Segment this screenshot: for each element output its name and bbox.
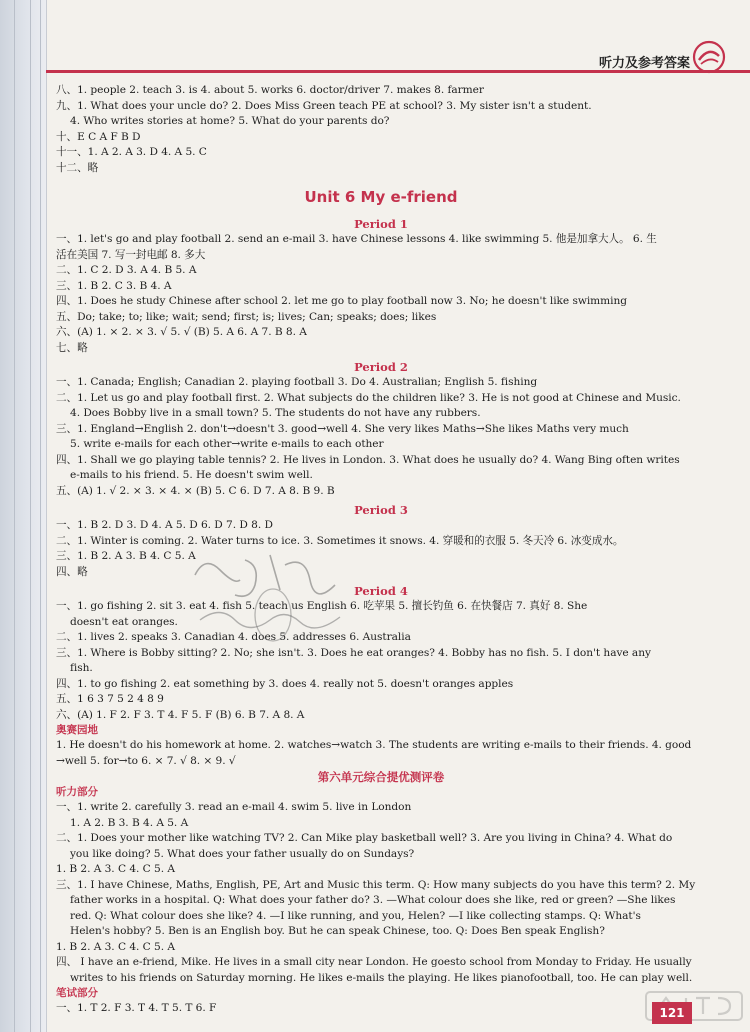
answer-line: →well 5. for→to 6. × 7. √ 8. × 9. √ [56, 754, 236, 767]
answer-line: 四、1. Does he study Chinese after school 2. let me go to play football now 3. No; he doesn't like swimming [56, 295, 628, 307]
answer-line: 一、1. go fishing 2. sit 3. eat 4. fish 5. teach us English 6. 吃苹果 5. 擅长钓鱼 6. 在快餐店 7. 真好 8. She [56, 600, 588, 612]
answer-line: 活在美国 7. 写一封电邮 8. 多大 [56, 248, 206, 261]
answer-line: e-mails to his friend. 5. He doesn't swim well. [70, 469, 313, 481]
answer-line: 二、1. Let us go and play football first. 2. What subjects do the children like? 3. He is not good at Chinese and Music. [56, 391, 681, 404]
answer-line: red. Q: What colour does she like? 4. —I like running, and you, Helen? —I like collecting stamps. Q: What's [70, 909, 641, 922]
answer-line: 二、1. C 2. D 3. A 4. B 5. A [56, 264, 197, 276]
answer-line: 四、 I have an e-friend, Mike. He lives in a small city near London. He goesto school from Monday to Friday. He usually [56, 956, 692, 968]
spine-line [40, 0, 41, 1032]
period-heading: Period 2 [354, 360, 408, 374]
answer-line: Helen's hobby? 5. Ben is an English boy. But he can speak Chinese, too. Q: Does Ben speak English? [70, 925, 605, 937]
answer-line: 二、1. Does your mother like watching TV? 2. Can Mike play basketball well? 3. Are you living in China? 4. What do [56, 832, 673, 844]
answer-line: 4. Does Bobby live in a small town? 5. The students do not have any rubbers. [70, 407, 481, 419]
answer-line: you like doing? 5. What does your father usually do on Sundays? [70, 847, 415, 860]
answer-line: 十一、1. A 2. A 3. D 4. A 5. C [56, 146, 207, 158]
answer-line: 三、1. Where is Bobby sitting? 2. No; she isn't. 3. Does he eat oranges? 4. Bobby has no fish. 5. I don't have any [56, 646, 651, 659]
answer-line: 1. B 2. A 3. C 4. C 5. A [56, 940, 175, 953]
section-heading: 听力部分 [56, 786, 98, 798]
spine-line [30, 0, 31, 1032]
answer-line: 十、E C A F B D [56, 130, 141, 143]
answer-line: writes to his friends on Saturday morning. He likes e-mails the playing. He likes pianofootball, too. He can play well. [70, 971, 693, 984]
period-heading: Period 1 [354, 217, 408, 231]
answer-line: 四、1. to go fishing 2. eat something by 3. does 4. really not 5. doesn't oranges apples [56, 677, 514, 690]
answer-line: doesn't eat oranges. [70, 615, 178, 628]
answer-line: 1. B 2. A 3. C 4. C 5. A [56, 863, 175, 875]
answer-line: 三、1. B 2. A 3. B 4. C 5. A [56, 550, 196, 562]
answer-line: 十二、略 [56, 161, 99, 174]
answer-line: 六、(A) 1. F 2. F 3. T 4. F 5. F (B) 6. B 7. A 8. A [56, 708, 305, 721]
answer-line: 五、Do; take; to; like; wait; send; first; is; lives; Can; speaks; does; likes [56, 310, 437, 323]
answer-line: 5. write e-mails for each other→write e-mails to each other [70, 438, 384, 450]
answer-line: 一、1. T 2. F 3. T 4. T 5. T 6. F [56, 1002, 217, 1014]
period-heading: Period 4 [354, 584, 408, 598]
answer-line: 四、略 [56, 565, 88, 578]
answer-line: 一、1. Canada; English; Canadian 2. playing football 3. Do 4. Australian; English 5. fishing [56, 376, 538, 388]
period-heading: Period 3 [354, 503, 408, 517]
exam-title: 第六单元综合提优测评卷 [317, 770, 445, 784]
answer-line: father works in a hospital. Q: What does your father do? 3. —What colour does she like, red or green? —She likes [70, 894, 676, 906]
answer-line: 4. Who writes stories at home? 5. What do your parents do? [70, 115, 390, 127]
section-heading: 笔试部分 [56, 987, 98, 999]
answer-line: fish. [70, 662, 93, 674]
unit-title: Unit 6 My e-friend [304, 188, 458, 206]
answer-line: 九、1. What does your uncle do? 2. Does Miss Green teach PE at school? 3. My sister isn't a student. [56, 99, 592, 112]
answer-line: 二、1. lives 2. speaks 3. Canadian 4. does 5. addresses 6. Australia [56, 631, 411, 643]
book-spine-shadow [0, 0, 47, 1032]
answer-line: 六、(A) 1. × 2. × 3. √ 5. √ (B) 5. A 6. A 7. B 8. A [56, 326, 307, 338]
answer-line: 一、1. let's go and play football 2. send an e-mail 3. have Chinese lessons 4. like swimming 5. 他是加拿大人。 6. 生 [56, 233, 657, 245]
answer-line: 二、1. Winter is coming. 2. Water turns to ice. 3. Sometimes it snows. 4. 穿暖和的衣服 5. 冬天冷 6. 冰变成水。 [56, 534, 624, 547]
answer-line: 一、1. B 2. D 3. D 4. A 5. D 6. D 7. D 8. D [56, 519, 273, 531]
answer-line: 八、1. people 2. teach 3. is 4. about 5. works 6. doctor/driver 7. makes 8. farmer [56, 84, 484, 96]
page-number: 121 [652, 1002, 692, 1024]
answer-line: 三、1. B 2. C 3. B 4. A [56, 279, 172, 292]
answer-line: 三、1. I have Chinese, Maths, English, PE, Art and Music this term. Q: How many subjects do you have this term? 2. My [56, 878, 696, 891]
section-heading: 奥赛园地 [56, 724, 98, 736]
answer-line: 1. He doesn't do his homework at home. 2. watches→watch 3. The students are writing e-mails to their friends. 4. good [56, 739, 692, 751]
answer-line: 三、1. England→English 2. don't→doesn't 3. good→well 4. She very likes Maths→She likes Maths very much [56, 422, 629, 435]
answer-line: 七、略 [56, 341, 88, 354]
publisher-logo-icon [692, 40, 726, 74]
answer-line: 五、1 6 3 7 5 2 4 8 9 [56, 693, 164, 705]
page-header-title: 听力及参考答案 [598, 56, 690, 71]
answer-line: 1. A 2. B 3. B 4. A 5. A [70, 816, 189, 829]
answer-line: 一、1. write 2. carefully 3. read an e-mail 4. swim 5. live in London [56, 801, 412, 813]
answer-line: 四、1. Shall we go playing table tennis? 2. He lives in London. 3. What does he usually do? 4. Wang Bing often writes [56, 453, 680, 466]
spine-line [14, 0, 15, 1032]
answer-line: 五、(A) 1. √ 2. × 3. × 4. × (B) 5. C 6. D 7. A 8. B 9. B [56, 484, 335, 497]
answer-key-content [56, 83, 706, 1017]
